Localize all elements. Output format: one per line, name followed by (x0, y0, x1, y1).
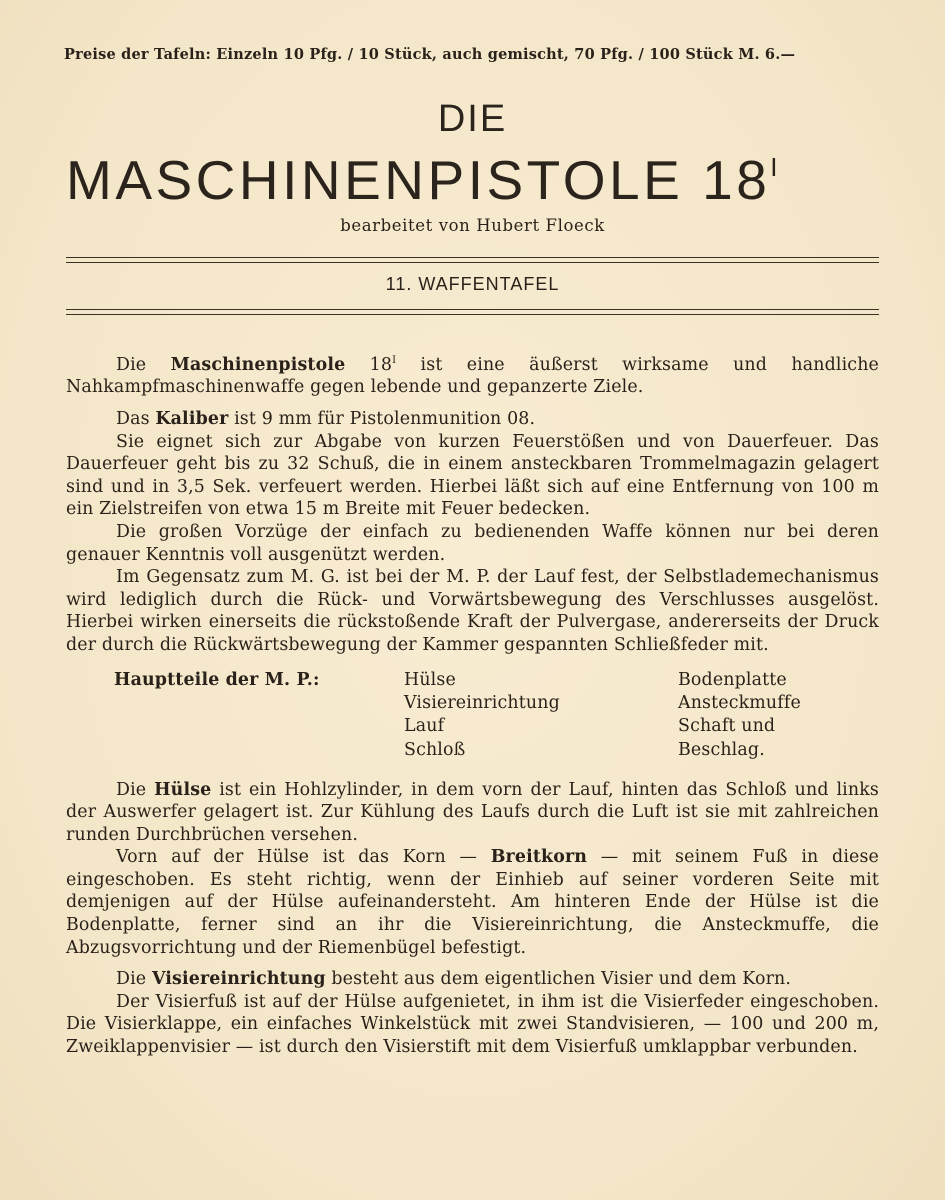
paragraph-visiereinrichtung (66, 968, 879, 991)
part-item: Beschlag. (678, 739, 765, 760)
main-parts-list (66, 669, 879, 767)
part-item: Schloß (404, 739, 466, 760)
divider-rule (66, 262, 879, 263)
paragraph-mechanismus: Im Gegensatz zum M. G. ist bei der M. P. der Lauf fest, der Selbstlademechanismus wird lediglich durch die Rück- und Vorwärtsbewegung des Verschlusses ausgelöst. Hierbei wirken einerseits die rückstoßende Kraft der Pulvergase, andererseits der Druck der durch die Rückwärtsbewegung der Kammer gespannten Schließfeder mit. (66, 567, 879, 655)
divider-rule (66, 314, 879, 315)
paragraph-huelse (66, 779, 879, 847)
title-article: DIE (437, 98, 508, 140)
part-item: Schaft und (678, 716, 776, 737)
parts-label: Hauptteile der M. P.: (114, 669, 320, 690)
text-span: Vorn auf der Hülse ist das Korn — (116, 847, 491, 868)
paragraph-vorzuege: Die großen Vorzüge der einfach zu bedienenden Waffe können nur bei deren genauer Kenntnis voll ausgenützt werden. (66, 521, 879, 565)
parts-column-1 (404, 669, 560, 763)
author-line: bearbeitet von Hubert Floeck (340, 216, 605, 235)
divider-rule (66, 309, 879, 310)
text-span: Die (116, 779, 155, 800)
page-title (66, 148, 886, 212)
model-superscript: I (392, 355, 397, 366)
text-span: 18 (345, 354, 393, 375)
text-span: besteht aus dem eigentlichen Visier und dem Korn. (325, 969, 792, 990)
text-span: Das (116, 408, 156, 429)
title-superscript: I (770, 152, 778, 182)
text-span: Die (116, 969, 152, 990)
text-span: ist eine äußerst wirksame und handliche Nahkampfmaschinenwaffe gegen lebende und gepanzerte Ziele. (66, 354, 879, 398)
text-span: Die (116, 354, 171, 375)
paragraph-korn (66, 846, 879, 959)
text-span: ist ein Hohlzylinder, in dem vorn der Lauf, hinten das Schloß und links der Auswerfer gelagert ist. Zur Kühlung des Laufs durch die Luft ist sie mit zahlreichen runden Durchbrüchen versehen. (66, 779, 879, 845)
term-kaliber: Kaliber (155, 408, 229, 429)
plate-number: 11. WAFFENTAFEL (385, 274, 560, 294)
term-maschinenpistole: Maschinenpistole (170, 354, 346, 375)
paragraph-visierfuss: Der Visierfuß ist auf der Hülse aufgenietet, in ihm ist die Visierfeder eingeschoben. Die Visierklappe, ein einfaches Winkelstück mit zwei Standvisieren, — 100 und 200 m, Zweiklappenvisier — ist durch den Visierstift mit dem Visierfuß umklappbar verbunden. (66, 991, 879, 1058)
body-text (66, 350, 879, 1059)
parts-column-2 (678, 669, 801, 763)
text-span: ist 9 mm für Pistolenmunition 08. (228, 408, 536, 429)
part-item: Bodenplatte (678, 669, 787, 690)
part-item: Hülse (404, 669, 456, 690)
part-item: Visiereinrichtung (404, 692, 560, 713)
price-line: Preise der Tafeln: Einzeln 10 Pfg. / 10 Stück, auch gemischt, 70 Pfg. / 100 Stück M. 6.— (64, 46, 796, 63)
term-breitkorn: Breitkorn (490, 847, 588, 868)
text-span: — mit seinem Fuß in diese eingeschoben. Es steht richtig, wenn der Einhieb auf seiner vorderen Seite mit demjenigen auf der Hülse aufeinandersteht. Am hinteren Ende der Hülse ist die Bodenplatte, ferner sind an ihr die Visiereinrichtung, die Ansteckmuffe, die Abzugsvorrichtung und der Riemenbügel befestigt. (66, 847, 879, 958)
paragraph-feuer: Sie eignet sich zur Abgabe von kurzen Feuerstößen und von Dauerfeuer. Das Dauerfeuer geht bis zu 32 Schuß, die in einem ansteckbaren Trommelmagazin gelagert sind und in 3,5 Sek. verfeuert werden. Hierbei läßt sich auf eine Entfernung von 100 m ein Zielstreifen von etwa 15 m Breite mit Feuer bedecken. (66, 431, 879, 520)
paragraph-kaliber (66, 408, 879, 431)
term-visiereinrichtung: Visiereinrichtung (151, 969, 326, 990)
paragraph-intro (66, 350, 879, 399)
part-item: Ansteckmuffe (678, 692, 801, 713)
title-text: MASCHINENPISTOLE 18 (66, 149, 771, 211)
part-item: Lauf (404, 716, 445, 737)
term-huelse: Hülse (154, 779, 212, 800)
divider-rule (66, 257, 879, 258)
